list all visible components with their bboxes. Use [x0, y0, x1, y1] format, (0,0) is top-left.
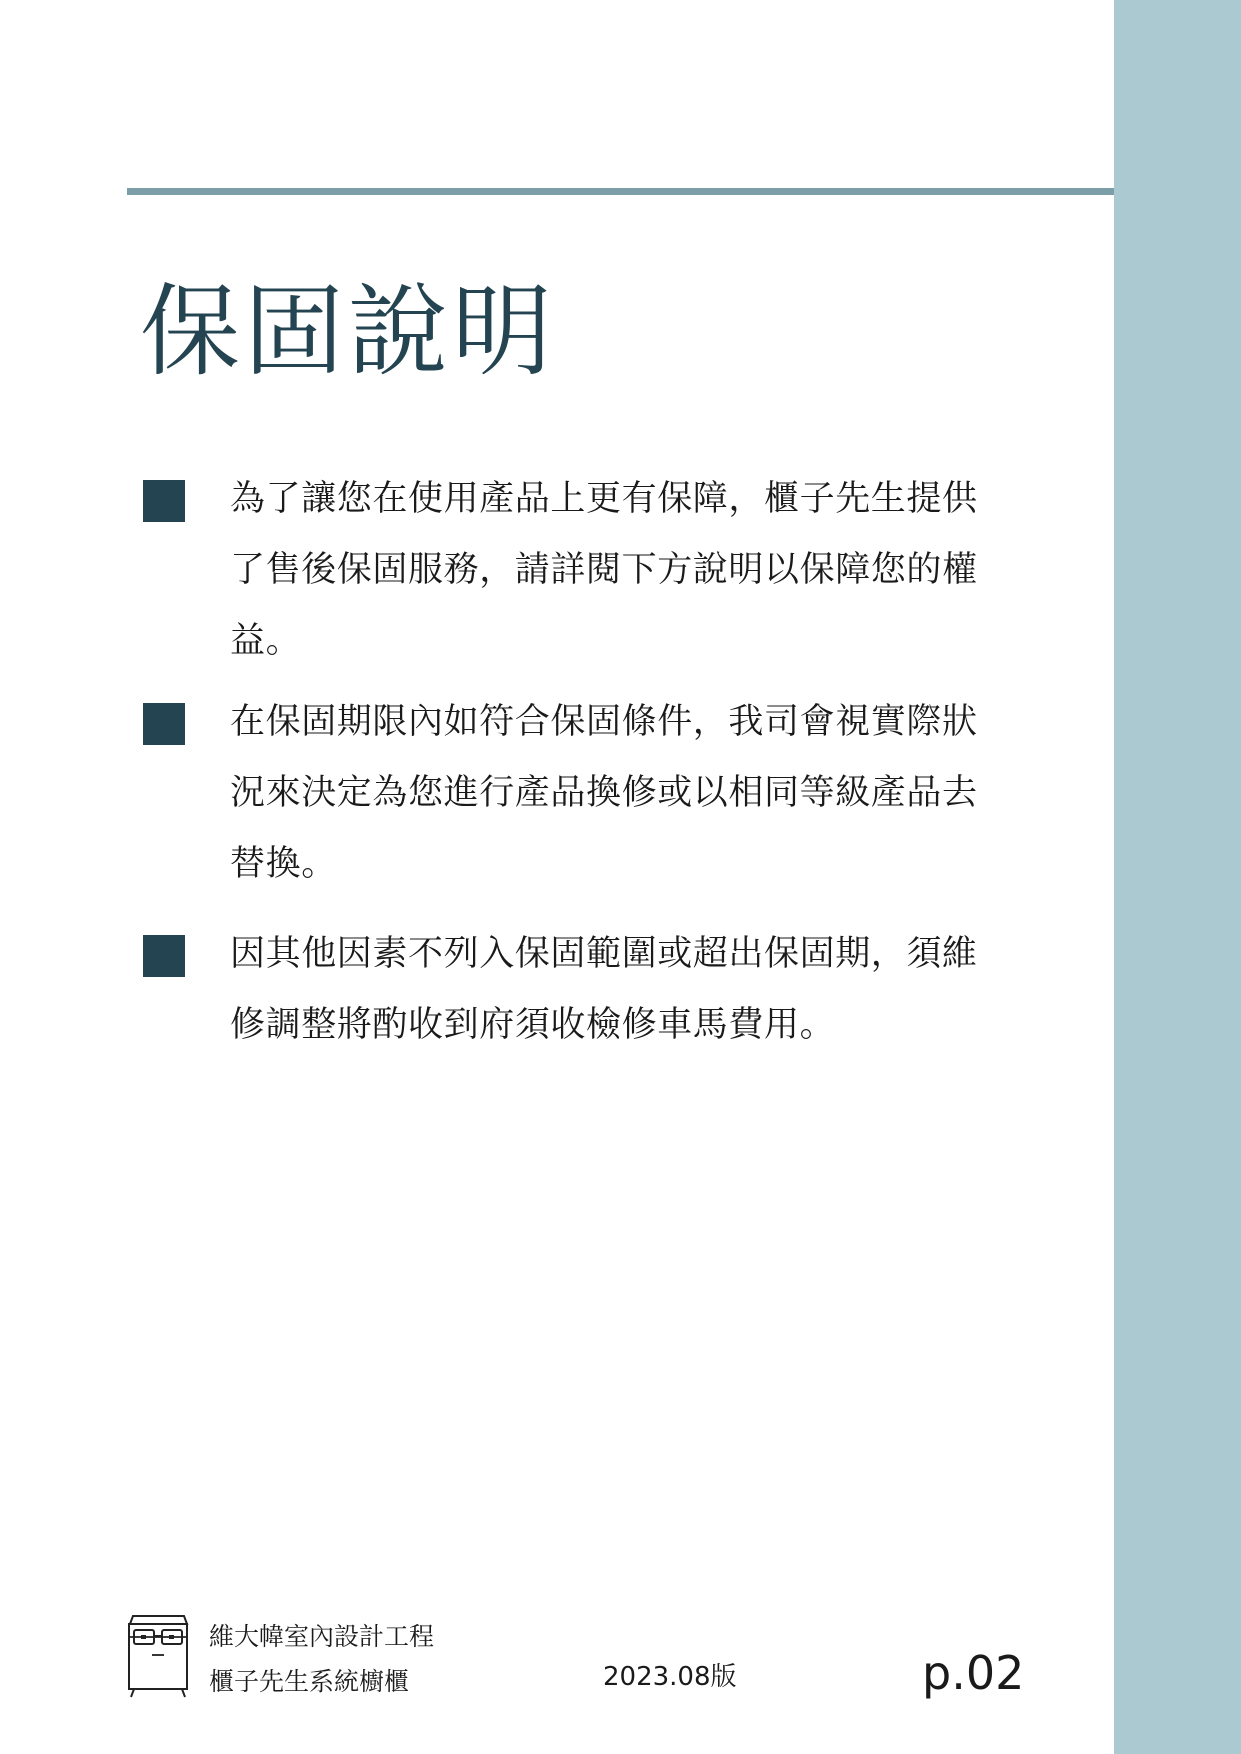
footer-company — [209, 1614, 434, 1704]
page-title: 保固說明 — [140, 273, 556, 390]
brand-name: 櫃子先生系統櫥櫃 — [209, 1667, 410, 1696]
side-color-band — [1114, 0, 1241, 1754]
square-bullet-icon — [143, 480, 185, 522]
page-number: p.02 — [922, 1646, 1025, 1700]
bullet-text: 因其他因素不列入保固範圍或超出保固期，須維修調整將酌收到府須收檢修車馬費用。 — [230, 934, 978, 1045]
cabinet-mascot-icon — [124, 1610, 192, 1698]
square-bullet-icon — [143, 703, 185, 745]
bullet-text: 為了讓您在使用產品上更有保障，櫃子先生提供了售後保固服務，請詳閱下方說明以保障您的權益。 — [230, 479, 978, 661]
square-bullet-icon — [143, 935, 185, 977]
company-name: 維大幃室內設計工程 — [209, 1622, 435, 1651]
bullet-text: 在保固期限內如符合保固條件，我司會視實際狀況來決定為您進行產品換修或以相同等級產品去替換。 — [230, 702, 978, 884]
version-label: 2023.08版 — [603, 1662, 737, 1692]
header-rule — [127, 188, 1114, 195]
